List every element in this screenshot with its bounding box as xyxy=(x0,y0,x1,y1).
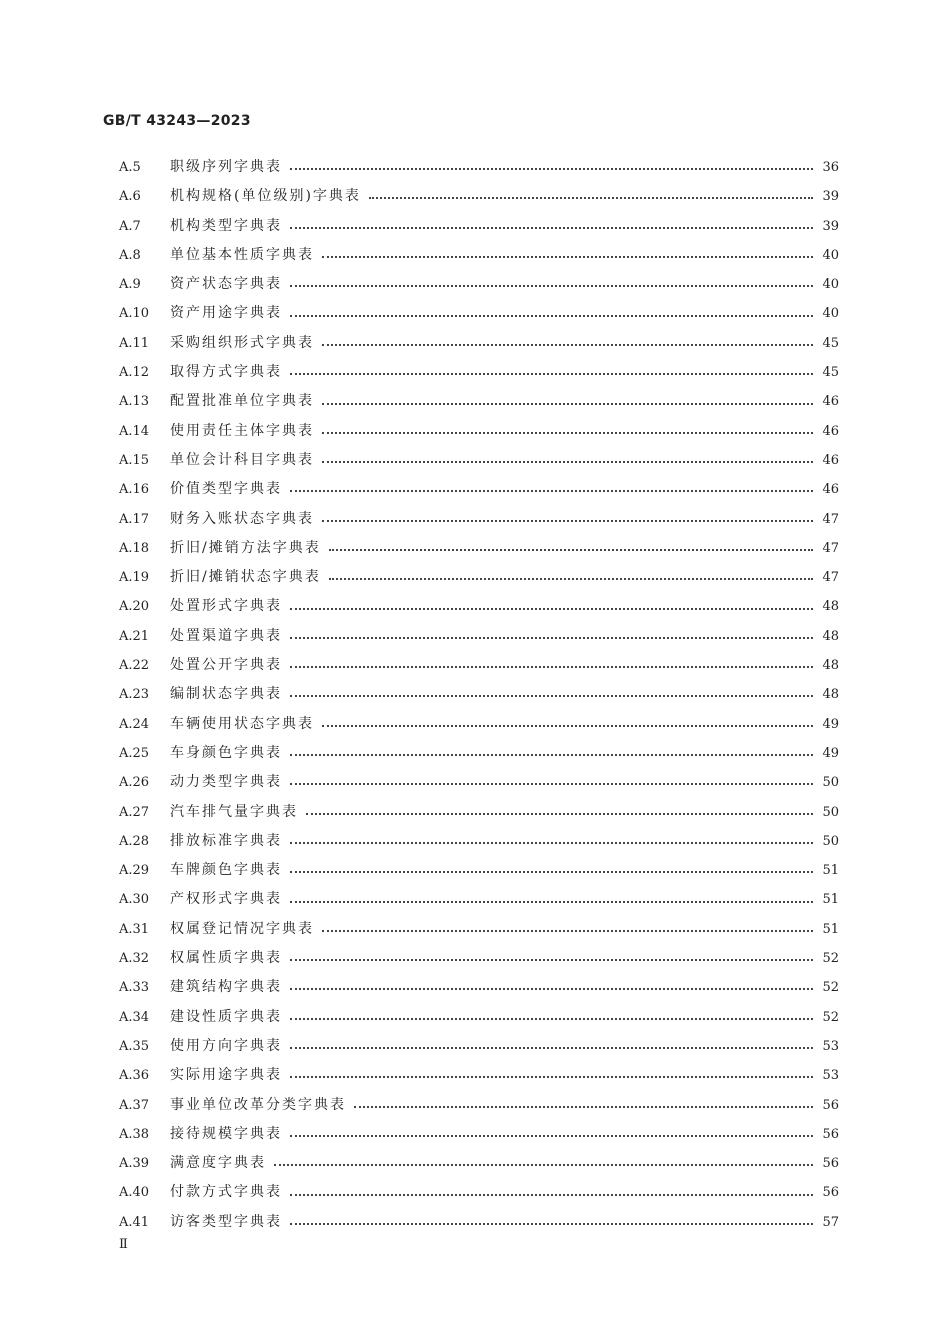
toc-entry[interactable] xyxy=(119,944,839,973)
toc-entry[interactable] xyxy=(119,212,839,241)
toc-dot-leader xyxy=(306,812,813,815)
toc-dot-leader xyxy=(329,577,813,580)
toc-entry-page: 45 xyxy=(822,365,839,381)
toc-dot-leader xyxy=(322,431,813,434)
toc-entry[interactable] xyxy=(119,1061,839,1090)
toc-entry[interactable] xyxy=(119,1149,839,1178)
toc-entry[interactable] xyxy=(119,798,839,827)
toc-dot-leader xyxy=(290,1017,813,1020)
toc-entry-page: 48 xyxy=(822,599,839,615)
toc-entry-page: 47 xyxy=(822,511,839,527)
toc-dot-leader xyxy=(322,724,813,727)
toc-entry-page: 49 xyxy=(822,745,839,761)
toc-entry-title: 资产状态字典表 xyxy=(170,276,282,293)
toc-entry[interactable] xyxy=(119,1208,839,1237)
toc-dot-leader xyxy=(290,372,813,375)
toc-dot-leader xyxy=(290,753,813,756)
standard-code-header: GB/T 43243—2023 xyxy=(103,113,251,129)
toc-entry-title: 建筑结构字典表 xyxy=(170,979,282,996)
toc-entry[interactable] xyxy=(119,329,839,358)
toc-dot-leader xyxy=(322,460,813,463)
toc-entry-page: 56 xyxy=(822,1126,839,1142)
toc-entry[interactable] xyxy=(119,1003,839,1032)
toc-entry-number: A.27 xyxy=(119,804,150,820)
toc-entry-number: A.41 xyxy=(119,1214,150,1230)
toc-entry-title: 财务入账状态字典表 xyxy=(170,510,314,527)
toc-entry-title: 折旧/摊销方法字典表 xyxy=(170,539,321,556)
toc-entry-page: 49 xyxy=(822,716,839,732)
toc-entry[interactable] xyxy=(119,446,839,475)
toc-entry-page: 53 xyxy=(822,1038,839,1054)
toc-dot-leader xyxy=(290,1193,813,1196)
toc-entry-page: 39 xyxy=(822,218,839,234)
toc-entry-page: 53 xyxy=(822,1068,839,1084)
toc-entry[interactable] xyxy=(119,827,839,856)
toc-entry-number: A.8 xyxy=(119,247,141,263)
toc-entry-title: 车牌颜色字典表 xyxy=(170,862,282,879)
toc-dot-leader xyxy=(290,607,813,610)
toc-dot-leader xyxy=(290,1046,813,1049)
toc-entry-number: A.19 xyxy=(119,570,150,586)
toc-entry-title: 处置公开字典表 xyxy=(170,657,282,674)
toc-entry-number: A.16 xyxy=(119,482,150,498)
toc-entry-title: 单位会计科目字典表 xyxy=(170,451,314,468)
toc-entry-title: 采购组织形式字典表 xyxy=(170,334,314,351)
toc-entry-number: A.26 xyxy=(119,775,150,791)
toc-dot-leader xyxy=(290,226,813,229)
toc-dot-leader xyxy=(322,519,813,522)
toc-dot-leader xyxy=(290,1222,813,1225)
toc-entry-title: 使用方向字典表 xyxy=(170,1037,282,1054)
toc-dot-leader xyxy=(290,987,813,990)
toc-entry-page: 45 xyxy=(822,335,839,351)
toc-entry[interactable] xyxy=(119,885,839,914)
toc-entry-number: A.15 xyxy=(119,452,150,468)
toc-entry-number: A.11 xyxy=(119,335,150,351)
toc-entry[interactable] xyxy=(119,505,839,534)
toc-entry-number: A.23 xyxy=(119,687,150,703)
toc-entry-title: 动力类型字典表 xyxy=(170,774,282,791)
toc-entry[interactable] xyxy=(119,1032,839,1061)
toc-entry-title: 排放标准字典表 xyxy=(170,832,282,849)
toc-dot-leader xyxy=(290,900,813,903)
toc-entry-number: A.20 xyxy=(119,599,150,615)
toc-dot-leader xyxy=(322,343,813,346)
toc-entry-title: 实际用途字典表 xyxy=(170,1067,282,1084)
toc-entry-title: 机构规格(单位级别)字典表 xyxy=(170,188,361,205)
toc-dot-leader xyxy=(369,196,813,199)
toc-entry[interactable] xyxy=(119,739,839,768)
toc-entry-page: 46 xyxy=(822,452,839,468)
toc-entry[interactable] xyxy=(119,973,839,1002)
toc-dot-leader xyxy=(290,284,813,287)
toc-dot-leader xyxy=(290,841,813,844)
toc-entry-page: 47 xyxy=(822,570,839,586)
toc-entry[interactable] xyxy=(119,358,839,387)
toc-dot-leader xyxy=(290,636,813,639)
page-folio: Ⅱ xyxy=(119,1237,128,1252)
toc-entry-page: 52 xyxy=(822,951,839,967)
toc-entry[interactable] xyxy=(119,622,839,651)
toc-entry[interactable] xyxy=(119,856,839,885)
toc-dot-leader xyxy=(354,1105,813,1108)
toc-entry[interactable] xyxy=(119,387,839,416)
toc-dot-leader xyxy=(274,1163,813,1166)
toc-entry-page: 48 xyxy=(822,687,839,703)
toc-entry-page: 36 xyxy=(822,160,839,175)
toc-entry[interactable] xyxy=(119,710,839,739)
toc-entry-number: A.5 xyxy=(119,160,141,175)
toc-entry-number: A.18 xyxy=(119,540,150,556)
toc-entry-number: A.24 xyxy=(119,716,150,732)
toc-entry-page: 56 xyxy=(822,1097,839,1113)
toc-dot-leader xyxy=(290,167,813,170)
toc-entry-title: 机构类型字典表 xyxy=(170,217,282,234)
toc-entry-number: A.22 xyxy=(119,658,150,674)
toc-entry-page: 51 xyxy=(822,921,839,937)
toc-entry-number: A.25 xyxy=(119,745,150,761)
toc-entry-page: 40 xyxy=(822,247,839,263)
toc-entry-title: 建设性质字典表 xyxy=(170,1008,282,1025)
toc-entry[interactable] xyxy=(119,915,839,944)
toc-entry-title: 车辆使用状态字典表 xyxy=(170,715,314,732)
toc-entry[interactable] xyxy=(119,680,839,709)
toc-entry-page: 50 xyxy=(822,775,839,791)
toc-entry-number: A.37 xyxy=(119,1097,150,1113)
toc-entry[interactable] xyxy=(119,299,839,328)
toc-entry[interactable] xyxy=(119,1091,839,1120)
toc-entry-number: A.12 xyxy=(119,365,150,381)
toc-entry-page: 48 xyxy=(822,658,839,674)
toc-entry-number: A.9 xyxy=(119,277,141,293)
toc-entry-number: A.14 xyxy=(119,423,150,439)
toc-entry-title: 事业单位改革分类字典表 xyxy=(170,1096,346,1113)
toc-entry-page: 51 xyxy=(822,863,839,879)
toc-entry-page: 40 xyxy=(822,277,839,293)
toc-entry[interactable] xyxy=(119,1120,839,1149)
toc-dot-leader xyxy=(290,870,813,873)
toc-dot-leader xyxy=(290,489,813,492)
toc-entry-title: 使用责任主体字典表 xyxy=(170,422,314,439)
toc-entry[interactable] xyxy=(119,475,839,504)
toc-entry-page: 50 xyxy=(822,833,839,849)
toc-entry-number: A.40 xyxy=(119,1185,150,1201)
toc-entry-title: 取得方式字典表 xyxy=(170,364,282,381)
toc-dot-leader xyxy=(322,255,813,258)
toc-entry-title: 处置渠道字典表 xyxy=(170,627,282,644)
toc-entry[interactable] xyxy=(119,592,839,621)
toc-dot-leader xyxy=(290,1075,813,1078)
toc-entry[interactable] xyxy=(119,417,839,446)
toc-entry-number: A.6 xyxy=(119,189,141,205)
toc-entry-number: A.28 xyxy=(119,833,150,849)
toc-entry-page: 47 xyxy=(822,540,839,556)
toc-entry-number: A.29 xyxy=(119,863,150,879)
toc-dot-leader xyxy=(290,665,813,668)
toc-entry-page: 46 xyxy=(822,394,839,410)
toc-entry-page: 57 xyxy=(822,1214,839,1230)
toc-dot-leader xyxy=(322,929,813,932)
toc-entry-page: 48 xyxy=(822,628,839,644)
toc-entry-number: A.32 xyxy=(119,951,150,967)
toc-entry-title: 职级序列字典表 xyxy=(170,159,282,175)
toc-entry-title: 汽车排气量字典表 xyxy=(170,803,298,820)
toc-entry-title: 价值类型字典表 xyxy=(170,481,282,498)
toc-entry-number: A.30 xyxy=(119,892,150,908)
toc-dot-leader xyxy=(329,548,813,551)
toc-entry-number: A.38 xyxy=(119,1126,150,1142)
toc-entry-number: A.10 xyxy=(119,306,150,322)
toc-entry[interactable] xyxy=(119,1178,839,1207)
toc-entry-title: 访客类型字典表 xyxy=(170,1213,282,1230)
toc-entry[interactable] xyxy=(119,768,839,797)
toc-entry-number: A.21 xyxy=(119,628,150,644)
toc-entry-title: 车身颜色字典表 xyxy=(170,744,282,761)
toc-entry-title: 满意度字典表 xyxy=(170,1155,266,1172)
toc-entry-number: A.33 xyxy=(119,980,150,996)
toc-entry-number: A.35 xyxy=(119,1038,150,1054)
toc-dot-leader xyxy=(290,1134,813,1137)
table-of-contents xyxy=(119,153,839,1237)
toc-dot-leader xyxy=(290,314,813,317)
toc-entry-page: 52 xyxy=(822,980,839,996)
toc-entry-page: 46 xyxy=(822,423,839,439)
toc-entry-number: A.7 xyxy=(119,218,141,234)
toc-entry[interactable] xyxy=(119,182,839,211)
toc-dot-leader xyxy=(290,782,813,785)
toc-entry-title: 权属性质字典表 xyxy=(170,950,282,967)
toc-entry-title: 处置形式字典表 xyxy=(170,598,282,615)
toc-dot-leader xyxy=(322,402,813,405)
toc-entry-page: 39 xyxy=(822,189,839,205)
toc-entry[interactable] xyxy=(119,270,839,299)
toc-entry-number: A.17 xyxy=(119,511,150,527)
toc-entry-title: 权属登记情况字典表 xyxy=(170,920,314,937)
toc-entry-page: 56 xyxy=(822,1185,839,1201)
toc-entry-page: 56 xyxy=(822,1156,839,1172)
toc-entry-title: 单位基本性质字典表 xyxy=(170,246,314,263)
toc-entry-number: A.39 xyxy=(119,1156,150,1172)
toc-entry-title: 资产用途字典表 xyxy=(170,305,282,322)
toc-entry[interactable] xyxy=(119,651,839,680)
toc-entry-title: 付款方式字典表 xyxy=(170,1184,282,1201)
toc-dot-leader xyxy=(290,958,813,961)
toc-entry-title: 接待规模字典表 xyxy=(170,1125,282,1142)
toc-entry-title: 产权形式字典表 xyxy=(170,891,282,908)
toc-entry-number: A.36 xyxy=(119,1068,150,1084)
toc-entry[interactable] xyxy=(119,153,839,182)
toc-entry[interactable] xyxy=(119,241,839,270)
toc-dot-leader xyxy=(290,694,813,697)
toc-entry-page: 51 xyxy=(822,892,839,908)
toc-entry-page: 46 xyxy=(822,482,839,498)
toc-entry[interactable] xyxy=(119,534,839,563)
toc-entry-title: 配置批准单位字典表 xyxy=(170,393,314,410)
toc-entry-title: 折旧/摊销状态字典表 xyxy=(170,569,321,586)
toc-entry-page: 50 xyxy=(822,804,839,820)
toc-entry-number: A.34 xyxy=(119,1009,150,1025)
toc-entry-number: A.31 xyxy=(119,921,150,937)
toc-entry[interactable] xyxy=(119,563,839,592)
toc-entry-page: 40 xyxy=(822,306,839,322)
toc-entry-page: 52 xyxy=(822,1009,839,1025)
toc-entry-number: A.13 xyxy=(119,394,150,410)
toc-entry-title: 编制状态字典表 xyxy=(170,686,282,703)
